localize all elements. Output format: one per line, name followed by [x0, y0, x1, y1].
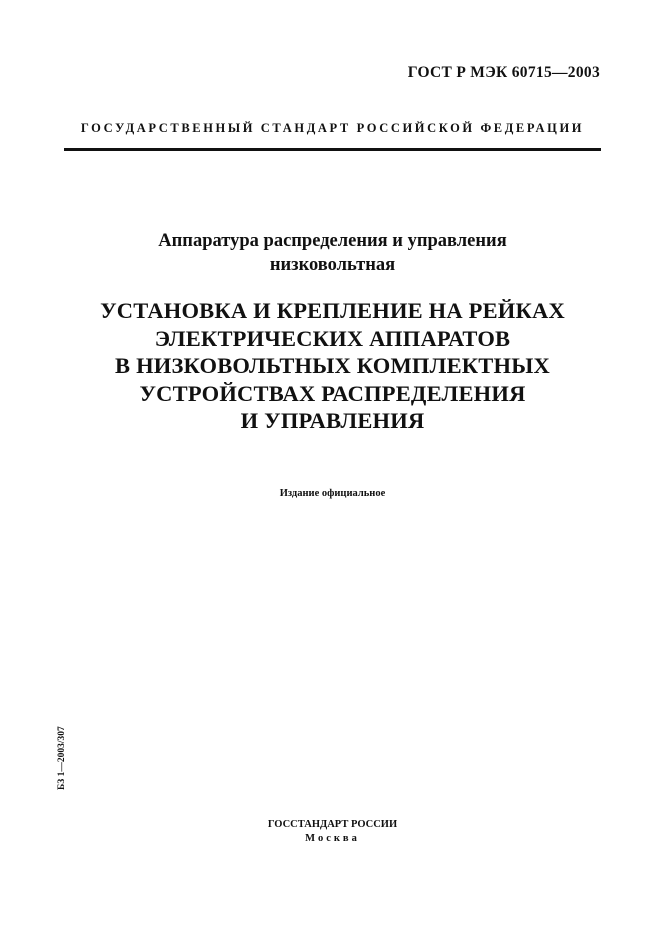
document-number: ГОСТ Р МЭК 60715—2003: [407, 64, 600, 81]
header-divider: [64, 148, 601, 151]
publisher-city: Москва: [305, 833, 360, 844]
title-line: И УПРАВЛЕНИЯ: [240, 408, 425, 433]
edition-label: Издание официальное: [279, 488, 386, 499]
title-line: УСТАНОВКА И КРЕПЛЕНИЕ НА РЕЙКАХ: [100, 298, 565, 323]
side-code: БЗ 1—2003/307: [57, 726, 67, 790]
title-line: УСТРОЙСТВАХ РАСПРЕДЕЛЕНИЯ: [139, 380, 526, 406]
title-line: ЭЛЕКТРИЧЕСКИХ АППАРАТОВ: [154, 325, 511, 351]
state-standard-header: ГОСУДАРСТВЕННЫЙ СТАНДАРТ РОССИЙСКОЙ ФЕДЕРАЦИИ: [80, 121, 585, 135]
subtitle-line: низковольтная: [269, 255, 396, 275]
publisher-block: [64, 818, 601, 846]
publisher-name: ГОССТАНДАРТ РОССИИ: [267, 819, 398, 830]
document-title: [64, 297, 601, 435]
document-subtitle: [64, 229, 601, 277]
subtitle-line: Аппаратура распределения и управления: [158, 231, 507, 251]
title-line: В НИЗКОВОЛЬТНЫХ КОМПЛЕКТНЫХ: [115, 353, 550, 378]
